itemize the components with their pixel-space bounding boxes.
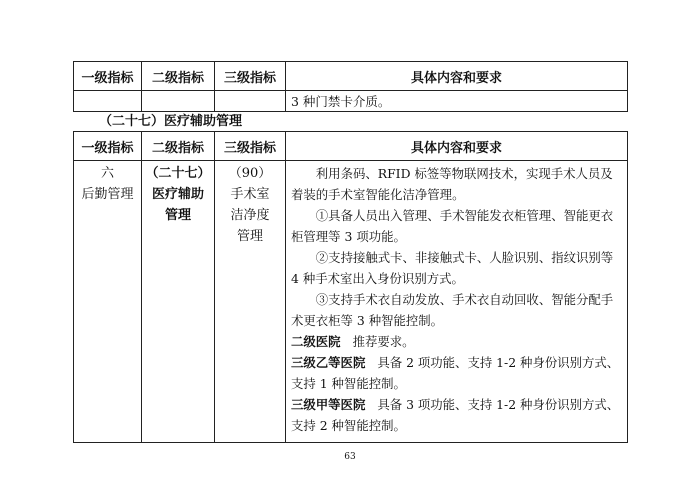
header-level3: 三级指标 <box>215 132 286 161</box>
header-level1: 一级指标 <box>74 132 142 161</box>
level3-name-line2: 洁净度 <box>230 208 270 223</box>
table-row <box>74 91 628 112</box>
intro-text: 利用条码、RFID 标签等物联网技术，实现手术人员及着装的手术室智能化洁净管理。 <box>291 166 613 202</box>
level3-name-line3: 管理 <box>236 229 263 244</box>
requirement-item-3: ③支持手术衣自动发放、手术衣自动回收、智能分配手术更衣柜等 3 种智能控制。 <box>291 292 614 328</box>
level2-cell <box>142 161 215 443</box>
grade-tertiary-b <box>291 352 623 394</box>
continuation-text: 3 种门禁卡介质。 <box>286 91 628 112</box>
header-level2: 二级指标 <box>142 62 215 91</box>
header-level1: 一级指标 <box>74 62 142 91</box>
grade-label: 三级甲等医院 <box>291 397 366 412</box>
table-top <box>73 61 628 112</box>
level2-name-line2: 管理 <box>164 208 191 223</box>
level1-number: 六 <box>100 166 114 181</box>
level3-number: （90） <box>228 166 272 181</box>
header-content: 具体内容和要求 <box>286 62 628 91</box>
grade-label: 二级医院 <box>291 334 341 349</box>
level3-cell <box>215 161 286 443</box>
level1-cell <box>74 161 142 443</box>
header-row <box>74 62 628 91</box>
page-number: 63 <box>344 452 356 462</box>
table-main <box>73 131 628 443</box>
level1-name: 后勤管理 <box>81 187 134 202</box>
grade-label: 三级乙等医院 <box>291 355 366 370</box>
grade-text: 具备 2 项功能、支持 1-2 种身份识别方式、支持 1 种智能控制。 <box>291 355 620 391</box>
section-title: （二十七）医疗辅助管理 <box>99 114 243 129</box>
grade-text: 推荐要求。 <box>352 334 415 349</box>
requirement-item-2: ②支持接触式卡、非接触式卡、人脸识别、指纹识别等 4 种手术室出入身份识别方式。 <box>291 250 614 286</box>
requirement-item-1: ①具备人员出入管理、手术智能发衣柜管理、智能更衣柜管理等 3 项功能。 <box>291 208 614 244</box>
level2-number: （二十七） <box>145 166 211 181</box>
table-row <box>74 161 628 443</box>
header-level3: 三级指标 <box>215 62 286 91</box>
level3-name-line1: 手术室 <box>230 187 270 202</box>
grade-secondary <box>291 331 623 352</box>
grade-tertiary-a <box>291 394 623 436</box>
grade-text: 具备 3 项功能、支持 1-2 种身份识别方式、支持 2 种智能控制。 <box>291 397 620 433</box>
level2-name-line1: 医疗辅助 <box>151 187 204 202</box>
header-row <box>74 132 628 161</box>
header-content: 具体内容和要求 <box>286 132 628 161</box>
content-cell <box>286 161 628 443</box>
header-level2: 二级指标 <box>142 132 215 161</box>
